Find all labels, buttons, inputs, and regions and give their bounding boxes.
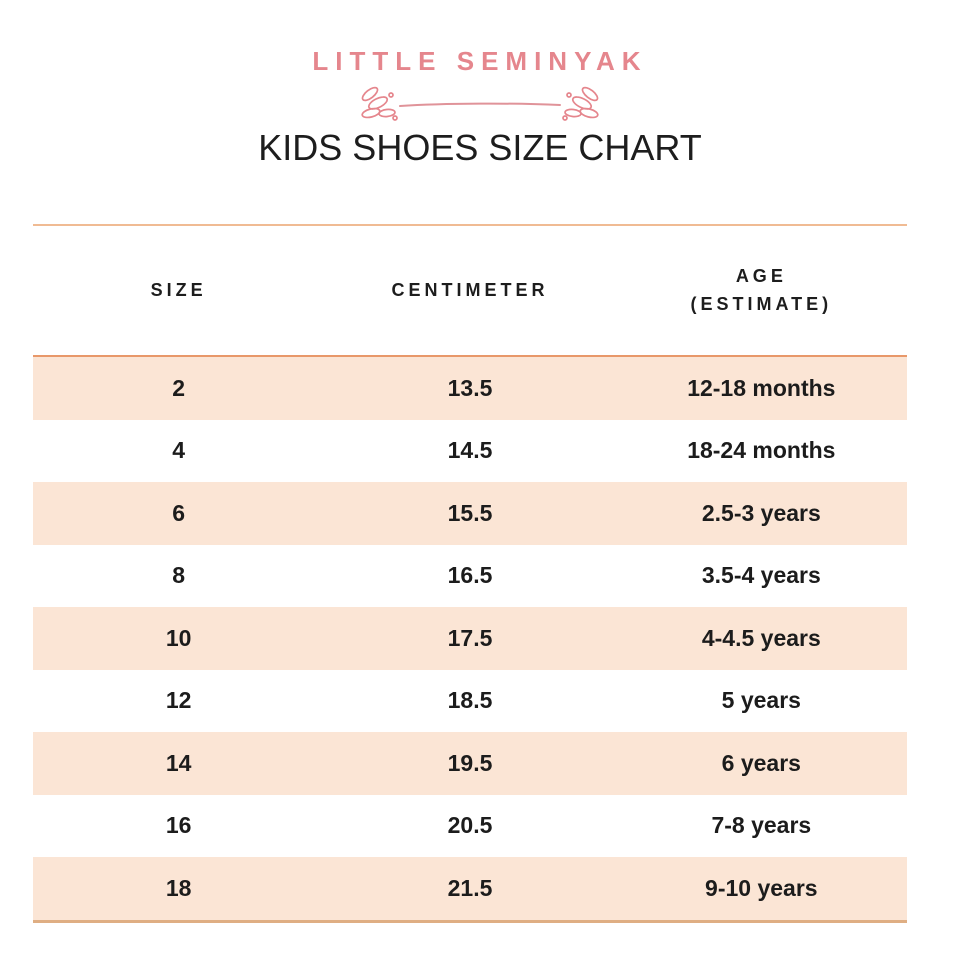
- cell-age: 6 years: [721, 749, 801, 776]
- laurel-right-icon: [563, 85, 600, 120]
- cell-age: 7-8 years: [711, 812, 812, 839]
- table-body: [33, 355, 907, 923]
- cell-age: 4-4.5 years: [701, 624, 821, 651]
- table-header-row: [33, 224, 907, 355]
- cell-centimeter: 19.5: [447, 749, 493, 776]
- page-title: KIDS SHOES SIZE CHART: [258, 127, 702, 168]
- divider-line: [400, 104, 560, 106]
- cell-size: 16: [165, 812, 192, 839]
- cell-size: 12: [165, 687, 192, 714]
- divider-ornament: [360, 82, 600, 128]
- column-header-age: [616, 263, 907, 319]
- cell-age: 9-10 years: [705, 874, 818, 901]
- cell-centimeter: 16.5: [447, 562, 493, 589]
- table-row: [33, 482, 907, 545]
- cell-centimeter: 13.5: [447, 374, 493, 401]
- cell-centimeter: 18.5: [447, 687, 493, 714]
- cell-size: 8: [172, 562, 186, 589]
- column-header-size: SIZE: [150, 279, 207, 300]
- cell-centimeter: 14.5: [447, 437, 493, 464]
- cell-centimeter: 15.5: [447, 499, 493, 526]
- cell-age: 18-24 months: [687, 437, 836, 464]
- cell-centimeter: 17.5: [447, 624, 493, 651]
- table-row: [33, 795, 907, 858]
- column-header-age-line2: (ESTIMATE): [690, 293, 833, 314]
- cell-size: 2: [172, 374, 186, 401]
- cell-centimeter: 20.5: [447, 812, 493, 839]
- table-row: [33, 607, 907, 670]
- cell-age: 5 years: [721, 687, 801, 714]
- cell-size: 6: [172, 499, 186, 526]
- cell-size: 18: [165, 874, 192, 901]
- table-row: [33, 420, 907, 483]
- table-row: [33, 857, 907, 920]
- column-header-age-line1: AGE: [735, 265, 787, 286]
- size-chart-table: [33, 224, 907, 923]
- table-row: [33, 732, 907, 795]
- table-row: [33, 670, 907, 733]
- cell-size: 4: [172, 437, 186, 464]
- laurel-left-icon: [360, 85, 397, 120]
- table-row: [33, 545, 907, 608]
- cell-age: 2.5-3 years: [701, 499, 821, 526]
- cell-age: 12-18 months: [687, 374, 836, 401]
- table-row: [33, 357, 907, 420]
- cell-centimeter: 21.5: [447, 874, 493, 901]
- cell-size: 14: [165, 749, 192, 776]
- column-header-centimeter: CENTIMETER: [391, 279, 549, 300]
- cell-size: 10: [165, 624, 192, 651]
- cell-age: 3.5-4 years: [701, 562, 821, 589]
- brand-name: LITTLE SEMINYAK: [312, 46, 648, 76]
